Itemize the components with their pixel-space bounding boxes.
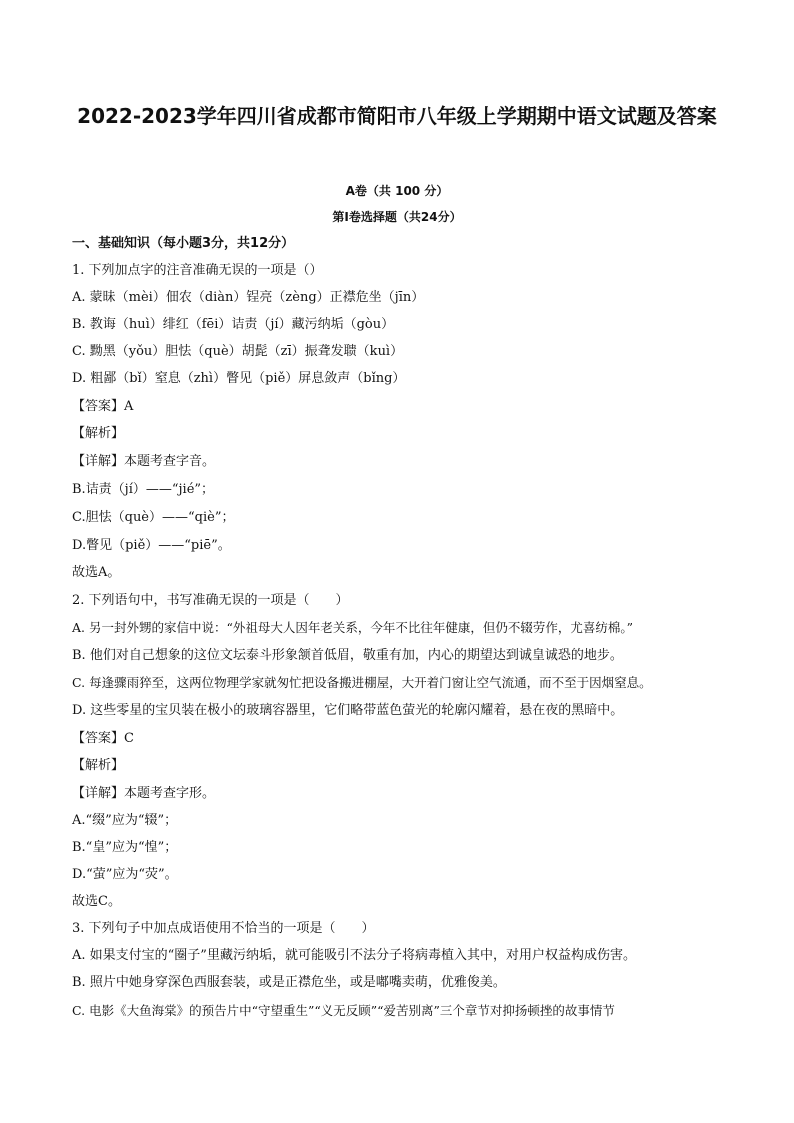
- question-1-answer: [72, 399, 133, 415]
- question-2-option-b: B. 他们对自己想象的这位文坛泰斗形象颔首低眉，敬重有加，内心的期望达到诚皇诚恐的地步。: [72, 648, 623, 663]
- question-2-option-d: D. 这些零星的宝贝装在极小的玻璃容器里，它们略带蓝色萤光的轮廓闪耀着，悬在夜的黑暗中。: [72, 703, 624, 718]
- detail-text: 本题考查字形。: [124, 786, 216, 801]
- question-1-stem: 1. 下列加点字的注音准确无误的一项是（）: [72, 263, 323, 278]
- question-2-note-d: D.“萤”应为“荧”。: [72, 867, 178, 882]
- volume-heading: A卷（共 100 分）: [345, 184, 449, 198]
- question-3-option-c: C. 电影《大鱼海棠》的预告片中“守望重生”“义无反顾”“爱苦别离”三个章节对抑扬顿挫的故事情节: [72, 1003, 615, 1018]
- answer-label: 【答案】: [72, 399, 125, 414]
- question-1-detail: [72, 454, 215, 470]
- question-3-option-b: B. 照片中她身穿深色西服套装，或是正襟危坐，或是嘟嘴卖萌，优雅俊美。: [72, 975, 506, 990]
- question-2-detail: [72, 786, 215, 802]
- detail-label: 【详解】: [72, 454, 125, 469]
- part-heading: 第Ⅰ卷选择题（共24分）: [332, 210, 462, 224]
- question-3-option-a: A. 如果支付宝的“圈子”里藏污纳垢，就可能吸引不法分子将病毒植入其中，对用户权益构成伤害。: [72, 948, 636, 963]
- detail-label: 【详解】: [72, 786, 125, 801]
- question-2-conclusion: 故选C。: [72, 894, 121, 909]
- question-1-note-c: C.胆怯（què）——“qiè”；: [72, 510, 235, 525]
- detail-text: 本题考查字音。: [124, 454, 216, 469]
- question-1-conclusion: 故选A。: [72, 565, 121, 580]
- question-1-option-b: B. 教诲（huì）绯红（fēi）诘责（jí）藏污纳垢（gòu）: [72, 317, 395, 332]
- question-1-option-c: C. 黝黑（yǒu）胆怯（què）胡髭（zī）振聋发聩（kuì）: [72, 344, 404, 359]
- question-1-note-b: B.诘责（jí）——“jié”；: [72, 482, 215, 497]
- question-2-stem: 2. 下列语句中，书写准确无误的一项是（ ）: [72, 593, 349, 608]
- question-2-option-c: C. 每逢骤雨猝至，这两位物理学家就匆忙把设备搬进棚屋，大开着门窗让空气流通，而不至于因烟窒息。: [72, 675, 652, 690]
- page-title: 2022-2023学年四川省成都市简阳市八年级上学期期中语文试题及答案: [77, 104, 717, 128]
- question-2-note-b: B.“皇”应为“惶”；: [72, 840, 178, 855]
- question-3-stem: 3. 下列句子中加点成语使用不恰当的一项是（ ）: [72, 921, 375, 936]
- section-heading: 一、基础知识（每小题3分，共12分）: [72, 236, 295, 251]
- answer-value: A: [124, 399, 134, 414]
- question-1-note-d: D.瞥见（piě）——“piē”。: [72, 538, 231, 553]
- question-2-analysis-label: 【解析】: [72, 758, 125, 773]
- question-1-analysis-label: 【解析】: [72, 426, 125, 441]
- answer-value: C: [124, 731, 134, 746]
- question-2-answer: [72, 731, 134, 747]
- question-2-note-a: A.“缀”应为“辍”；: [72, 813, 178, 828]
- question-1-option-d: D. 粗鄙（bǐ）窒息（zhì）瞥见（piě）屏息敛声（bǐng）: [72, 371, 406, 386]
- question-2-option-a: A. 另一封外甥的家信中说：“外祖母大人因年老关系，今年不比往年健康，但仍不辍劳作，尤喜纺棉。”: [72, 620, 634, 635]
- answer-label: 【答案】: [72, 731, 125, 746]
- question-1-option-a: A. 蒙昧（mèi）佃农（diàn）锃亮（zèng）正襟危坐（jīn）: [72, 290, 425, 305]
